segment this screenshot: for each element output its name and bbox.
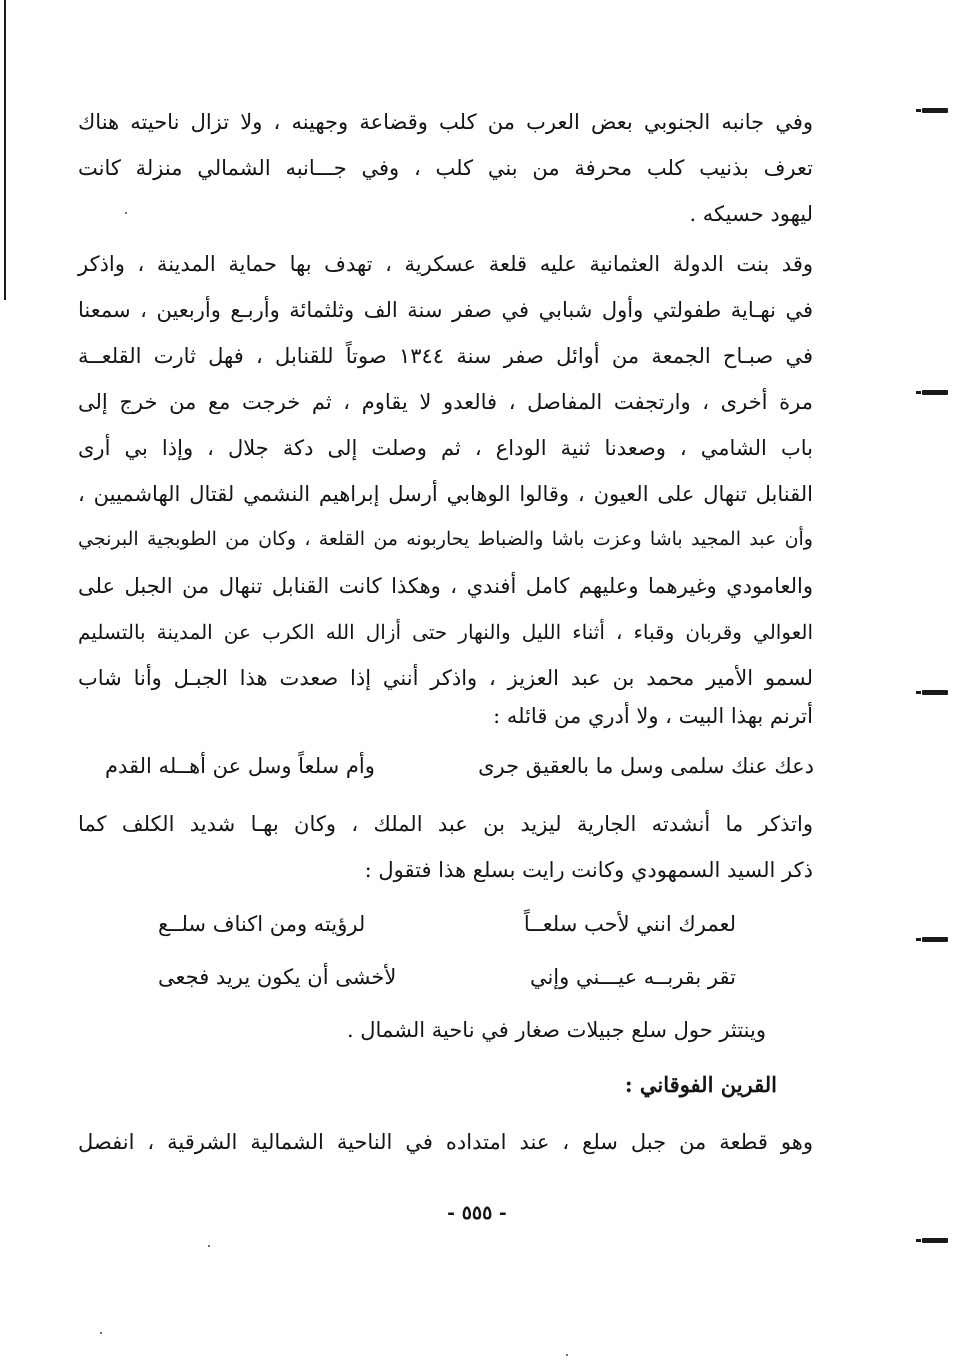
- paragraph-3: [78, 812, 813, 892]
- paragraph-line: العوالي وقربان وقباء ، أثناء الليل والنهار حتى أزال الله الكرب عن المدينة بالتسليم: [78, 620, 813, 644]
- paragraph-line: تعرف بذنيب كلب محرفة من بني كلب ، وفي جـــانبه الشمالي منزلة كانت: [78, 156, 813, 180]
- paragraph-1: [78, 110, 813, 230]
- paragraph-line: ذكر السيد السمهودي وكانت رايت بسلع هذا فتقول :: [364, 858, 813, 882]
- paragraph-line: ليهود حسيكه .: [689, 202, 813, 226]
- paragraph-line: وهو قطعة من جبل سلع ، عند امتداده في الناحية الشمالية الشرقية ، انفصل: [78, 1130, 813, 1154]
- verse-2-line-1-first-hemistich: لعمرك انني لأحب سلعــاً: [523, 912, 736, 936]
- scan-speck: [100, 1332, 102, 1334]
- section-heading: القرين الفوقاني :: [624, 1072, 777, 1097]
- paragraph-line: وفي جانبه الجنوبي بعض العرب من كلب وقضاعة وجهينه ، ولا تزال ناحيته هناك: [78, 110, 813, 134]
- margin-tab-mark: [922, 937, 948, 942]
- scan-speck: [566, 1354, 568, 1356]
- paragraph-line: وأن عبد المجيد باشا وعزت باشا والضباط يحاربونه من القلعة ، وكان من الطوبجية البرنجي: [78, 528, 813, 550]
- verse-1-second-hemistich: وأم سلعاً وسل عن أهــله القدم: [105, 754, 375, 778]
- paragraph-line: والعامودي وغيرهما وعليهم كامل أفندي ، وهكذا كانت القنابل تنهال من الجبل على: [78, 574, 813, 598]
- paragraph-line: القنابل تنهال على العيون ، وقالوا الوهابي أرسل إبراهيم النشمي لقتال الهاشميين ،: [78, 482, 813, 506]
- margin-tab-mark: [922, 390, 948, 395]
- paragraph-5: [78, 1130, 813, 1170]
- binding-edge-line: [4, 0, 6, 300]
- margin-tab-mark: [922, 1238, 948, 1243]
- paragraph-line: في صبـاح الجمعة من أوائل صفر سنة ١٣٤٤ صوتاً للقنابل ، فهل ثارت القلعــة: [78, 344, 813, 368]
- margin-tab-mark: [922, 108, 948, 113]
- paragraph-line: وقد بنت الدولة العثمانية عليه قلعة عسكرية ، تهدف بها حماية المدينة ، واذكر: [78, 252, 813, 276]
- paragraph-line: مرة أخرى ، وارتجفت المفاصل ، فالعدو لا يقاوم ، ثم خرجت مع من خرج إلى: [78, 390, 813, 414]
- verse-1-first-hemistich: دعك عنك سلمى وسل ما بالعقيق جرى: [478, 754, 814, 778]
- paragraph-line: واتذكر ما أنشدته الجارية ليزيد بن عبد الملك ، وكان بهـا شديد الكلف كما: [78, 812, 813, 836]
- paragraph-line: لسمو الأمير محمد بن عبد العزيز ، واذكر أنني إذا صعدت هذا الجبـل وأنا شاب: [78, 666, 813, 690]
- paragraph-line: باب الشامي ، وصعدنا ثنية الوداع ، ثم وصلت إلى دكة جلال ، وإذا بي أرى: [78, 436, 813, 460]
- verse-2-line-2-second-hemistich: لأخشى أن يكون يريد فجعى: [158, 965, 397, 989]
- paragraph-2: [78, 252, 813, 732]
- paragraph-line: في نهـاية طفولتي وأول شبابي في صفر سنة الف وثلثمائة وأربـع وأربعين ، سمعنا: [78, 298, 813, 322]
- paragraph-4: وينتثر حول سلع جبيلات صغار في ناحية الشمال .: [346, 1018, 766, 1042]
- page-number: - ٥٥٥ -: [447, 1202, 507, 1224]
- verse-2-line-2-first-hemistich: تقر بقربــه عيـــني وإني: [529, 965, 736, 989]
- margin-tab-mark: [922, 690, 948, 695]
- verse-2-line-1-second-hemistich: لرؤيته ومن اكناف سلــع: [158, 912, 366, 936]
- paragraph-line: أترنم بهذا البيت ، ولا أدري من قائله :: [493, 704, 813, 728]
- scan-speck: [208, 1245, 210, 1247]
